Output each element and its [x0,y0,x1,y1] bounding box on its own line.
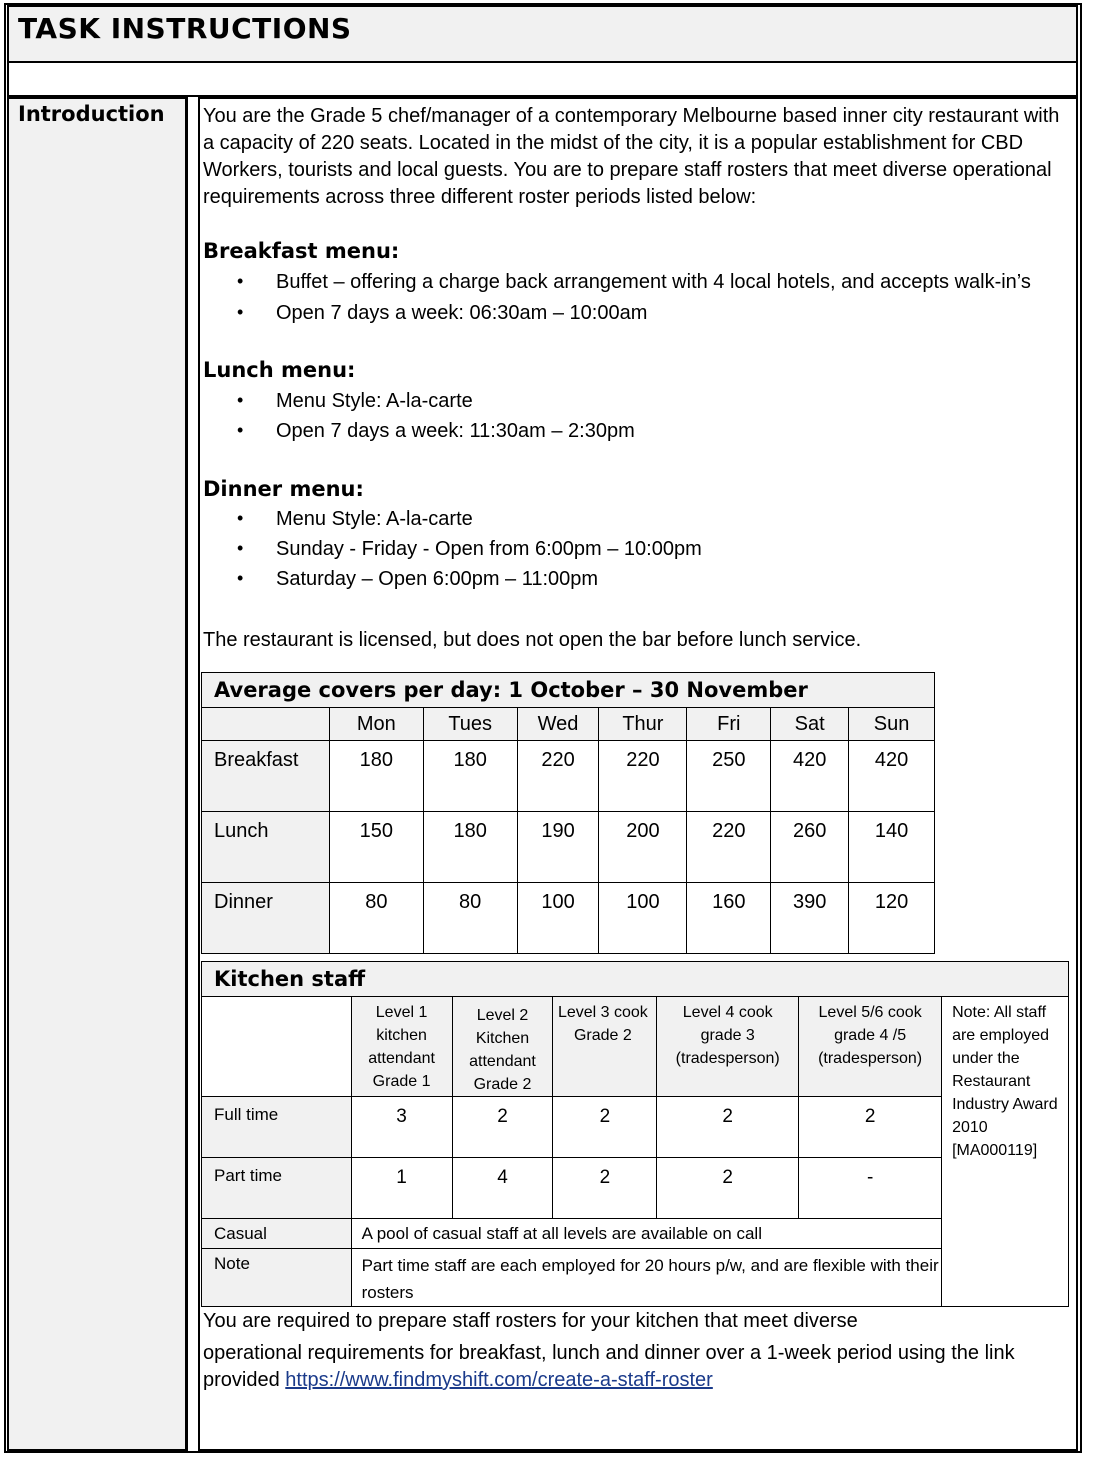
table-row [202,812,935,883]
day-header: Thur [599,708,687,741]
left-label-column [7,97,188,1451]
lunch-bullet: Menu Style: A-la-carte [276,390,473,412]
staff-count: - [799,1158,942,1219]
bullet-icon: • [237,390,244,410]
closing-text-provided [203,1367,713,1394]
breakfast-bullet: Buffet – offering a charge back arrangement with 4 local hotels, and accepts walk-in’s [276,271,1031,293]
cover-value: 180 [423,812,517,883]
corner-cell [202,997,352,1097]
cover-value: 120 [849,883,935,954]
staff-caption: Kitchen staff [202,962,1069,997]
bullet-icon: • [237,508,244,528]
day-header: Mon [329,708,423,741]
dinner-bullet: Menu Style: A-la-carte [276,508,473,530]
dinner-bullet: Saturday – Open 6:00pm – 11:00pm [276,568,599,590]
cover-value: 80 [423,883,517,954]
staff-count: 3 [351,1097,452,1158]
award-note: Note: All staff are employed under the Restaurant Industry Award 2010 [MA000119] [942,997,1069,1307]
row-label: Breakfast [202,741,330,812]
staff-count: 2 [657,1097,799,1158]
table-row [202,1219,1069,1249]
dinner-heading: Dinner menu: [203,477,364,501]
provided-label: provided [203,1369,280,1391]
part-time-note: Part time staff are each employed for 20 hours p/w, and are flexible with their rosters [351,1249,941,1307]
day-header: Sun [849,708,935,741]
lunch-heading: Lunch menu: [203,358,356,382]
staff-count: 4 [452,1158,553,1219]
cover-value: 420 [771,741,849,812]
licensed-note: The restaurant is licensed, but does not open the bar before lunch service. [203,629,862,651]
level-header: Level 5/6 cook grade 4 /5 (tradesperson) [799,997,942,1097]
page-title: TASK INSTRUCTIONS [18,12,352,45]
cover-value: 100 [599,883,687,954]
cover-value: 220 [517,741,599,812]
roster-link[interactable]: https://www.findmyshift.com/create-a-staff-roster [285,1369,713,1391]
row-label: Full time [202,1097,352,1158]
staff-count: 2 [452,1097,553,1158]
staff-count: 2 [553,1097,657,1158]
staff-count: 1 [351,1158,452,1219]
intro-paragraph: You are the Grade 5 chef/manager of a contemporary Melbourne based inner city restaurant with a capacity of 220 seats. Located in the midst of the city, it is a popular establishment for CBD Workers, tourists and local guests. You are to prepare staff rosters that meet diverse operational requirements across three different roster periods listed below: [203,105,1060,208]
cover-value: 180 [329,741,423,812]
cover-value: 80 [329,883,423,954]
level-header: Level 3 cook Grade 2 [553,997,657,1097]
table-row [202,1249,1069,1307]
level-header: Level 1 kitchen attendant Grade 1 [351,997,452,1097]
bullet-icon: • [237,302,244,322]
breakfast-bullet: Open 7 days a week: 06:30am – 10:00am [276,302,648,324]
cover-value: 250 [687,741,771,812]
corner-cell [202,708,330,741]
breakfast-heading: Breakfast menu: [203,239,400,263]
level-header: Level 4 cook grade 3 (tradesperson) [657,997,799,1097]
row-label: Part time [202,1158,352,1219]
staff-count: 2 [799,1097,942,1158]
bullet-icon: • [237,420,244,440]
closing-text-line: You are required to prepare staff rosters for your kitchen that meet diverse [203,1310,858,1332]
cover-value: 140 [849,812,935,883]
cover-value: 260 [771,812,849,883]
kitchen-staff-table [201,961,1069,1307]
day-header: Sat [771,708,849,741]
casual-text: A pool of casual staff at all levels are available on call [351,1219,941,1249]
cover-value: 420 [849,741,935,812]
staff-count: 2 [553,1158,657,1219]
dinner-bullet: Sunday - Friday - Open from 6:00pm – 10:00pm [276,538,702,560]
cover-value: 100 [517,883,599,954]
cover-value: 220 [599,741,687,812]
bullet-icon: • [237,568,244,588]
covers-caption: Average covers per day: 1 October – 30 November [202,673,935,708]
closing-text-line: operational requirements for breakfast, lunch and dinner over a 1-week period using the link [203,1342,1015,1364]
covers-table [201,672,935,954]
staff-count: 2 [657,1158,799,1219]
row-label: Casual [202,1219,352,1249]
bullet-icon: • [237,538,244,558]
cover-value: 180 [423,741,517,812]
table-row [202,741,935,812]
table-row [202,883,935,954]
level-header: Level 2 Kitchen attendant Grade 2 [452,997,553,1097]
bullet-icon: • [237,271,244,291]
day-header: Tues [423,708,517,741]
day-header: Wed [517,708,599,741]
day-header: Fri [687,708,771,741]
cover-value: 220 [687,812,771,883]
cover-value: 160 [687,883,771,954]
cover-value: 190 [517,812,599,883]
section-label: Introduction [18,102,165,126]
cover-value: 200 [599,812,687,883]
table-row [202,1097,1069,1158]
row-label: Dinner [202,883,330,954]
lunch-bullet: Open 7 days a week: 11:30am – 2:30pm [276,420,635,442]
table-row [202,1158,1069,1219]
spacer-row [7,63,1078,97]
row-label: Note [202,1249,352,1307]
cover-value: 390 [771,883,849,954]
row-label: Lunch [202,812,330,883]
cover-value: 150 [329,812,423,883]
